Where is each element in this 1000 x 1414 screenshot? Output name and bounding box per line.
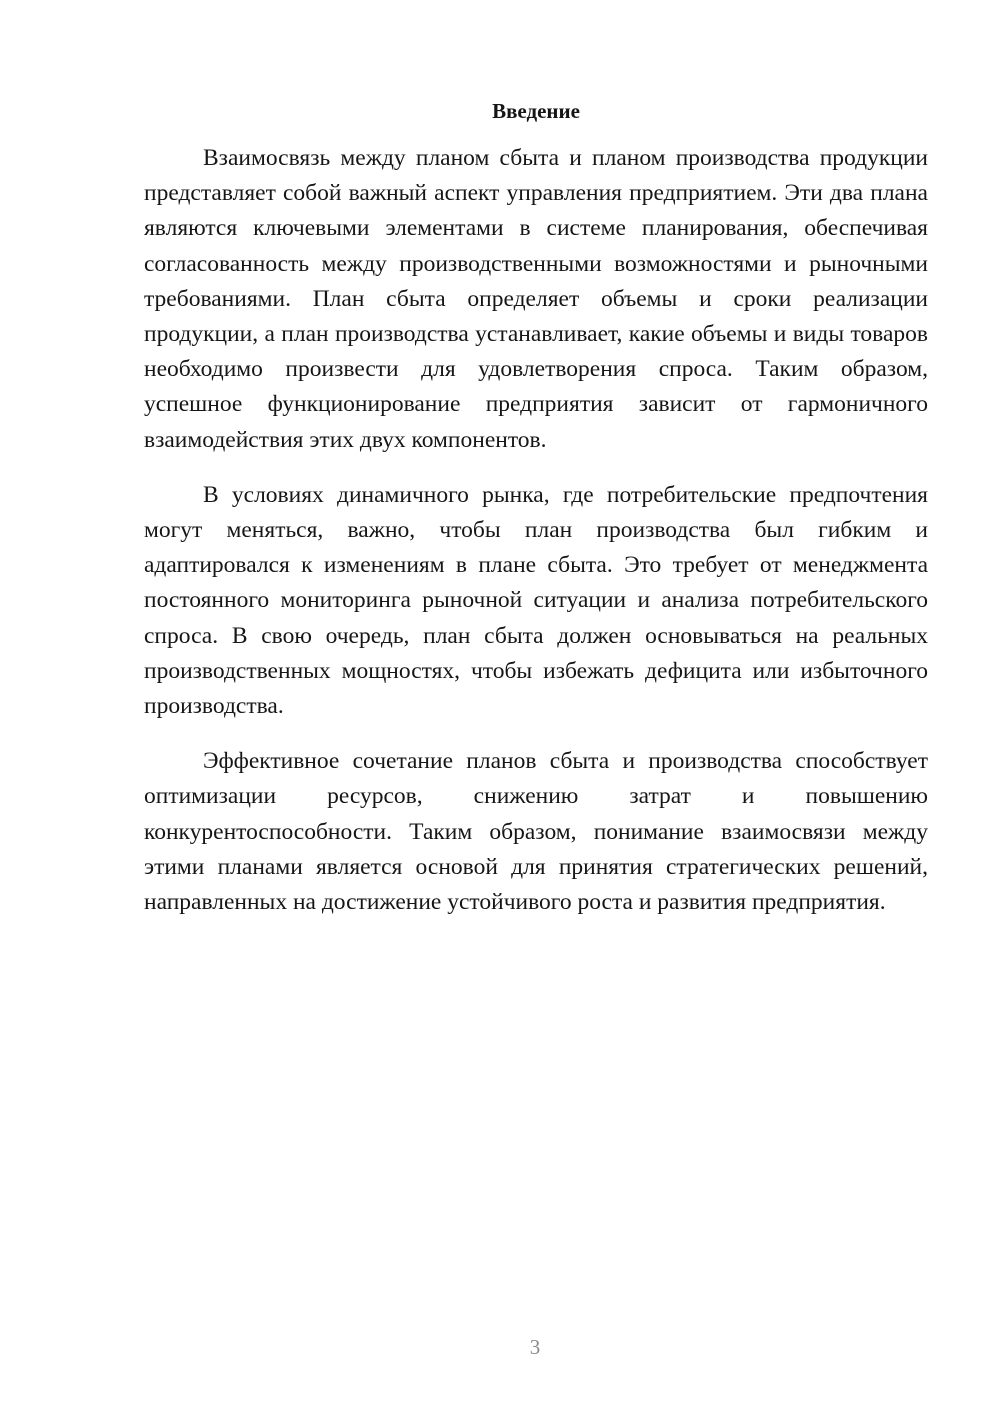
page-number: 3: [529, 1335, 541, 1359]
section-title: Введение: [492, 99, 580, 123]
paragraph-3: Эффективное сочетание планов сбыта и производства способствует оптимизации ресурсов, снижению затрат и повышению конкурентоспособности. Таким образом, понимание взаимосвязи между этими планами является основой для принятия стратегических решений, направленных на достижение устойчивого роста и развития предприятия.: [144, 748, 928, 916]
page-content: [144, 96, 928, 940]
paragraph-2: В условиях динамичного рынка, где потребительские предпочтения могут меняться, важно, чтобы план производства был гибким и адаптировался к изменениям в плане сбыта. Это требует от менеджмента постоянного мониторинга рыночной ситуации и анализа потребительского спроса. В свою очередь, план сбыта должен основываться на реальных производственных мощностях, чтобы избежать дефицита или избыточного производства.: [144, 481, 928, 720]
paragraph-1: Взаимосвязь между планом сбыта и планом производства продукции представляет собой важный аспект управления предприятием. Эти два плана являются ключевыми элементами в системе планирования, обеспечивая согласованность между производственными возможностями и рыночными требованиями. План сбыта определяет объемы и сроки реализации продукции, а план производства устанавливает, какие объемы и виды товаров необходимо произвести для удовлетворения спроса. Таким образом, успешное функционирование предприятия зависит от гармоничного взаимодействия этих двух компонентов.: [144, 145, 928, 453]
